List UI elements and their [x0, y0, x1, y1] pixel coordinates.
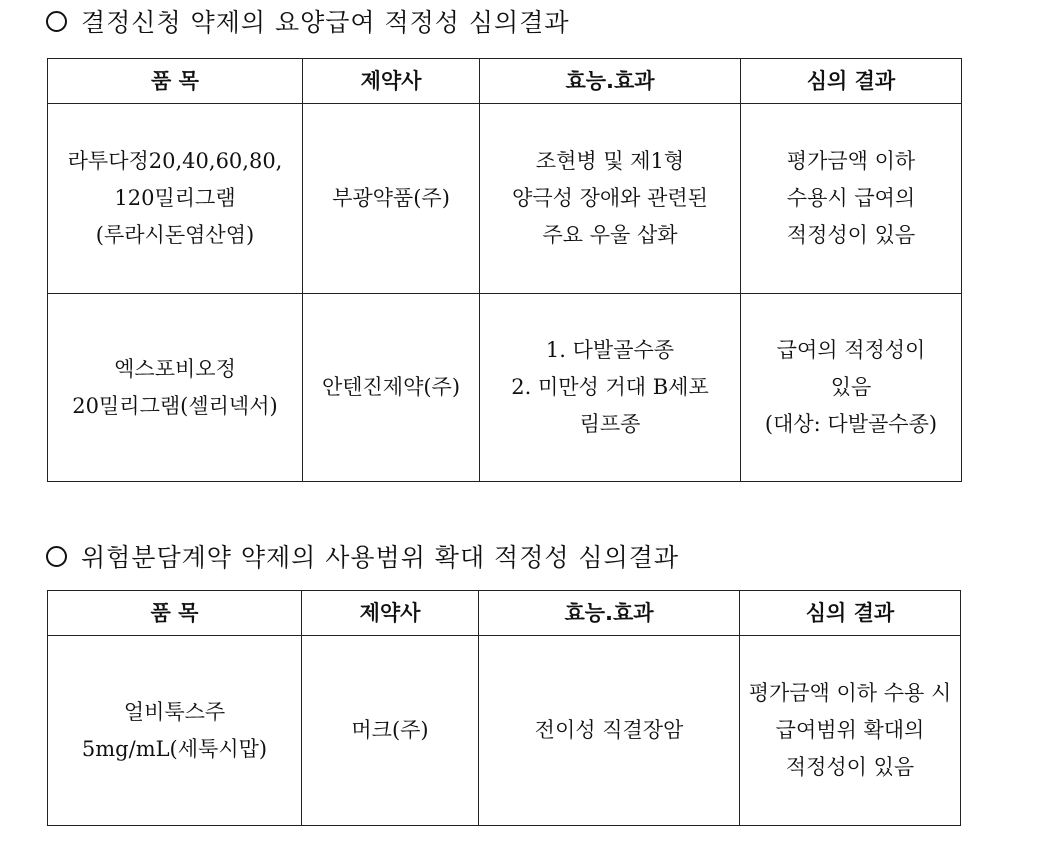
cell-text: 20밀리그램(셀리넥서)	[72, 393, 278, 418]
header-result: 심의 결과	[741, 59, 962, 104]
cell-text: (루라시돈염산염)	[95, 223, 255, 247]
cell-text: 전이성 직결장암	[534, 718, 684, 742]
cell-result	[740, 636, 961, 826]
cell-text: 적정성이 있음	[786, 223, 916, 247]
cell-text: 라투다정20,40,60,80,	[67, 149, 283, 173]
cell-text: 1. 다발골수종	[545, 338, 675, 362]
cell-text: (대상: 다발골수종)	[764, 412, 938, 436]
cell-item	[48, 294, 303, 482]
cell-text: 림프종	[579, 412, 641, 436]
cell-text: 평가금액 이하 수용 시	[748, 681, 952, 705]
cell-item	[48, 636, 302, 826]
header-result: 심의 결과	[740, 591, 961, 636]
table-header-row	[48, 59, 962, 104]
section-1-title	[46, 8, 570, 38]
cell-text: 조현병 및 제1형	[535, 149, 685, 173]
section-1-table	[47, 58, 962, 482]
table-header-row	[48, 591, 961, 636]
cell-efficacy	[480, 294, 741, 482]
cell-text: 급여범위 확대의	[775, 718, 925, 742]
table-row	[48, 294, 962, 482]
cell-company	[303, 294, 480, 482]
cell-text: 양극성 장애와 관련된	[512, 186, 708, 210]
cell-company	[303, 104, 480, 294]
cell-text: 수용시 급여의	[786, 186, 916, 210]
cell-text: 2. 미만성 거대 B세포	[511, 375, 709, 399]
circle-bullet-icon	[46, 546, 67, 567]
cell-company	[302, 636, 479, 826]
cell-text: 급여의 적정성이	[776, 338, 926, 362]
cell-text: 적정성이 있음	[785, 755, 915, 779]
header-item: 품 목	[48, 591, 302, 636]
cell-efficacy	[479, 636, 740, 826]
cell-text: 5mg/mL(세툭시맙)	[81, 736, 268, 761]
section-2-table	[47, 590, 961, 826]
cell-text: 부광약품(주)	[332, 186, 450, 210]
table-row	[48, 636, 961, 826]
cell-result	[741, 294, 962, 482]
cell-text: 120밀리그램	[114, 186, 236, 210]
cell-text: 안텐진제약(주)	[321, 375, 461, 399]
header-company: 제약사	[302, 591, 479, 636]
cell-text: 평가금액 이하	[786, 149, 916, 173]
table-row	[48, 104, 962, 294]
cell-efficacy	[480, 104, 741, 294]
section-1-title-text: 결정신청 약제의 요양급여 적정성 심의결과	[81, 8, 570, 37]
header-item: 품 목	[48, 59, 303, 104]
circle-bullet-icon	[46, 11, 67, 32]
header-company: 제약사	[303, 59, 480, 104]
cell-text: 엑스포비오정	[114, 356, 236, 381]
cell-item	[48, 104, 303, 294]
cell-result	[741, 104, 962, 294]
header-efficacy: 효능.효과	[479, 591, 740, 636]
cell-text: 얼비툭스주	[123, 699, 226, 724]
section-2-title	[46, 543, 679, 573]
cell-text: 있음	[830, 375, 872, 399]
cell-text: 머크(주)	[351, 718, 429, 742]
header-efficacy: 효능.효과	[480, 59, 741, 104]
section-2-title-text: 위험분담계약 약제의 사용범위 확대 적정성 심의결과	[81, 543, 680, 572]
cell-text: 주요 우울 삽화	[542, 223, 678, 247]
